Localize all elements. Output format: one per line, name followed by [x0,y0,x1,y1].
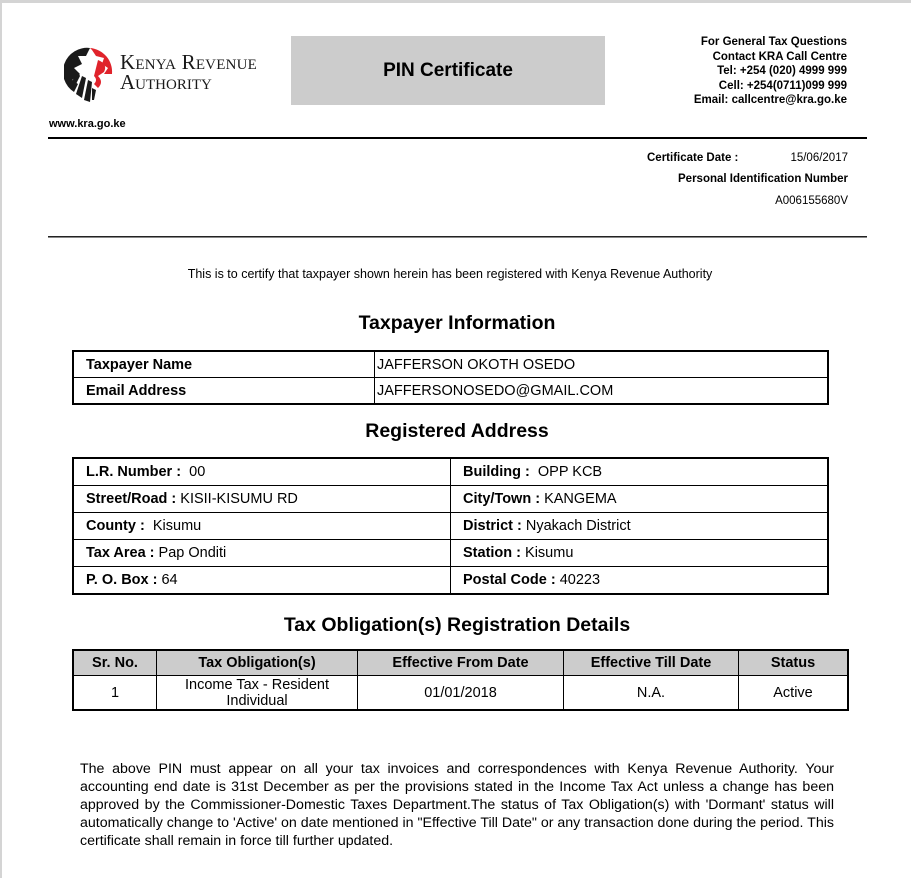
contact-email[interactable]: Email: callcentre@kra.go.ke [693,94,847,106]
street-value: KISII-KISUMU RD [180,491,298,507]
footer-note: The above PIN must appear on all your tax invoices and correspondences with Kenya Revenue Authority. Your accounting end date is 31st December as per the provisions stated in the Income Tax Act unless a change has been approved by the Commissioner-Domestic Taxes Department.The status of Tax Obligation(s) with 'Dormant' status will automatically change to 'Active' on date mentioned in "Effective Till Date" or any transaction done during the period. This certificate shall remain in force till further updated. [80,761,834,849]
address-cell-tax-area [73,540,451,567]
address-cell-building [451,458,829,486]
tax-obligation-line2: Individual [226,692,288,709]
pin-divider [48,236,867,238]
contact-line: For General Tax Questions [700,36,847,48]
tax-obligations-heading: Tax Obligation(s) Registration Details [283,614,631,636]
table-row [73,351,828,378]
contact-tel: Tel: +254 (020) 4999 999 [717,65,847,77]
lion-emblem-icon [64,44,116,104]
contact-info [694,35,847,108]
postal-code-value: 40223 [559,572,601,588]
table-row [73,486,828,513]
certificate-title-box [291,36,605,105]
taxpayer-name-value: JAFFERSON OKOTH OSEDO [375,351,829,378]
column-header-tax-obligation: Tax Obligation(s) [157,650,358,676]
contact-line: Contact KRA Call Centre [712,50,847,63]
building-value: OPP KCB [537,464,603,480]
address-cell-po-box [73,567,451,595]
table-header-row [73,650,848,676]
effective-from-cell: 01/01/2018 [358,676,564,711]
address-cell-postal-code [451,567,829,595]
city-key: City/Town : [463,491,541,507]
logo-line1: Kenya Revenue [120,50,258,74]
column-header-effective-till: Effective Till Date [564,650,739,676]
logo-line2: Authority [120,70,212,94]
address-cell-city [451,486,829,513]
postal-code-key: Postal Code : [463,572,556,588]
website-link[interactable]: www.kra.go.ke [49,118,126,130]
taxpayer-info-heading: Taxpayer Information [358,312,556,334]
address-cell-county [73,513,451,540]
certificate-title: PIN Certificate [383,59,513,81]
tax-area-value: Pap Onditi [158,545,227,561]
tax-obligation-cell [157,676,358,711]
pin-value: A006155680V [775,195,848,207]
table-row [73,513,828,540]
table-row [73,540,828,567]
tax-area-key: Tax Area : [86,545,155,561]
county-value: Kisumu [152,518,202,534]
page-border-top [0,0,911,3]
effective-till-cell: N.A. [564,676,739,711]
taxpayer-name-label: Taxpayer Name [73,351,375,378]
address-cell-station [451,540,829,567]
email-address-value: JAFFERSONOSEDO@GMAIL.COM [375,378,829,405]
certificate-date-label: Certificate Date : [647,152,739,164]
address-cell-lr-number [73,458,451,486]
header-divider [48,137,867,139]
registered-address-table [72,457,829,595]
tax-obligation-line1: Income Tax - Resident [185,676,329,693]
column-header-effective-from: Effective From Date [358,650,564,676]
table-row [73,567,828,595]
column-header-status: Status [739,650,849,676]
station-value: Kisumu [525,545,574,561]
certificate-date-value: 15/06/2017 [790,152,848,164]
district-key: District : [463,518,522,534]
city-value: KANGEMA [544,491,617,507]
po-box-key: P. O. Box : [86,572,158,588]
address-cell-district [451,513,829,540]
building-key: Building : [463,464,530,480]
column-header-sr-no: Sr. No. [73,650,157,676]
registered-address-heading: Registered Address [365,420,549,442]
address-cell-street [73,486,451,513]
email-address-label: Email Address [73,378,375,405]
sr-no-cell: 1 [73,676,157,711]
lr-number-key: L.R. Number : [86,464,182,480]
table-row [73,458,828,486]
table-row [73,378,828,405]
street-key: Street/Road : [86,491,177,507]
table-row [73,676,848,711]
county-key: County : [86,518,145,534]
certification-statement: This is to certify that taxpayer shown herein has been registered with Kenya Revenue Authority [187,267,713,281]
status-cell: Active [739,676,849,711]
po-box-value: 64 [161,572,178,588]
district-value: Nyakach District [525,518,631,534]
taxpayer-info-table [72,350,829,405]
pin-label: Personal Identification Number [678,173,848,185]
lr-number-value: 00 [189,464,206,480]
kra-logo [64,44,279,104]
tax-obligations-table [72,649,849,711]
contact-cell: Cell: +254(0711)099 999 [718,79,847,92]
station-key: Station : [463,545,521,561]
